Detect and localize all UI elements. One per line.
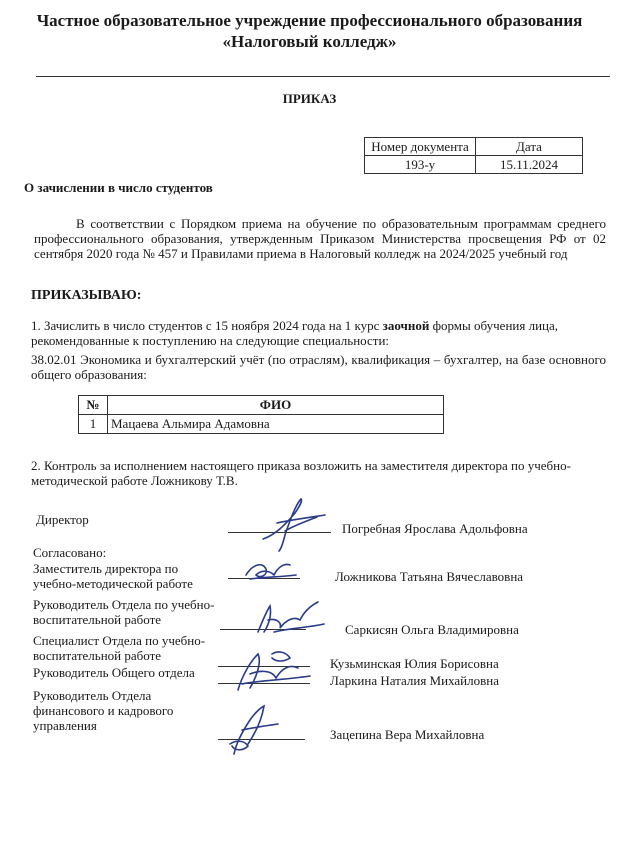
- item1-text-before: 1. Зачислить в число студентов с 15 ноября 2024 года на 1 курс: [31, 318, 383, 333]
- student-name: Мацаева Альмира Адамовна: [108, 415, 444, 434]
- students-header-no: №: [79, 396, 108, 415]
- zatsepina-name: Зацепина Вера Михайловна: [330, 727, 485, 742]
- document-date: 15.11.2024: [476, 156, 583, 174]
- general-dept-role: Руководитель Общего отдела: [33, 665, 195, 680]
- larkina-name: Ларкина Наталия Михайловна: [330, 673, 499, 688]
- deputy-role-line-1: Заместитель директора по: [33, 561, 179, 576]
- order-heading: ПРИКАЗЫВАЮ:: [31, 288, 142, 303]
- finance-role: [33, 688, 173, 733]
- meta-header-number: Номер документа: [365, 138, 476, 156]
- director-name: Погребная Ярослава Адольфовна: [342, 521, 528, 536]
- zatsepina-handwritten-signature: [222, 700, 292, 760]
- students-header-name: ФИО: [108, 396, 444, 415]
- specialist-role-line-2: воспитательной работе: [33, 648, 162, 663]
- specialist-role-line-1: Специалист Отдела по учебно-: [33, 633, 206, 648]
- preamble-paragraph: В соответствии с Порядком приема на обучение по образовательным программам среднего профессионального образования, утвержденным Приказом Министерства просвещения РФ от 02 сентября 2020 года № 457 и Правилами приема в Налоговый колледж на 2024/2025 учебный год: [34, 216, 606, 261]
- finance-role-line-2: финансового и кадрового: [33, 703, 174, 718]
- kuzminskaya-larkina-handwritten-signature: [228, 640, 318, 700]
- meta-header-date: Дата: [476, 138, 583, 156]
- header-divider: [36, 76, 610, 77]
- deputy-name: Ложникова Татьяна Вячеславовна: [335, 569, 524, 584]
- order-item-1: [31, 318, 606, 348]
- document-type: ПРИКАЗ: [282, 91, 337, 106]
- student-no: 1: [79, 415, 108, 434]
- director-role: Директор: [36, 512, 89, 527]
- kuzminskaya-name: Кузьминская Юлия Борисовна: [330, 656, 499, 671]
- item1-text-after: формы обучения лица, рекомендованные к поступлению на следующие специальности:: [31, 318, 559, 348]
- document-number: 193-у: [365, 156, 476, 174]
- specialty-line: 38.02.01 Экономика и бухгалтерский учёт (по отраслям), квалификация – бухгалтер, на базе основного общего образования:: [31, 352, 606, 382]
- head-edu-role: [33, 597, 214, 627]
- finance-role-line-1: Руководитель Отдела: [33, 688, 152, 703]
- students-table: [78, 395, 444, 434]
- head-edu-role-line-2: воспитательной работе: [33, 612, 162, 627]
- document-meta-table: [364, 137, 583, 174]
- director-handwritten-signature: [255, 495, 335, 555]
- institution-line-2: «Налоговый колледж»: [222, 32, 397, 51]
- document-header: [0, 10, 619, 52]
- order-item-2: 2. Контроль за исполнением настоящего приказа возложить на заместителя директора по учебно-методической работе Ложникову Т.В.: [31, 458, 571, 488]
- specialist-role: [33, 633, 205, 663]
- deputy-handwritten-signature: [240, 555, 300, 585]
- head-edu-handwritten-signature: [250, 598, 330, 638]
- document-subject: О зачислении в число студентов: [24, 180, 213, 195]
- sarkisyan-name: Саркисян Ольга Владимировна: [345, 622, 519, 637]
- item1-bold-word: заочной: [382, 318, 430, 333]
- institution-line-1: Частное образовательное учреждение профессионального образования: [36, 11, 583, 30]
- table-row: [79, 415, 444, 434]
- deputy-role-line-2: учебно-методической работе: [33, 576, 193, 591]
- agreed-label: Согласовано:: [33, 545, 107, 560]
- finance-role-line-3: управления: [33, 718, 97, 733]
- deputy-role: [33, 561, 193, 591]
- head-edu-role-line-1: Руководитель Отдела по учебно-: [33, 597, 215, 612]
